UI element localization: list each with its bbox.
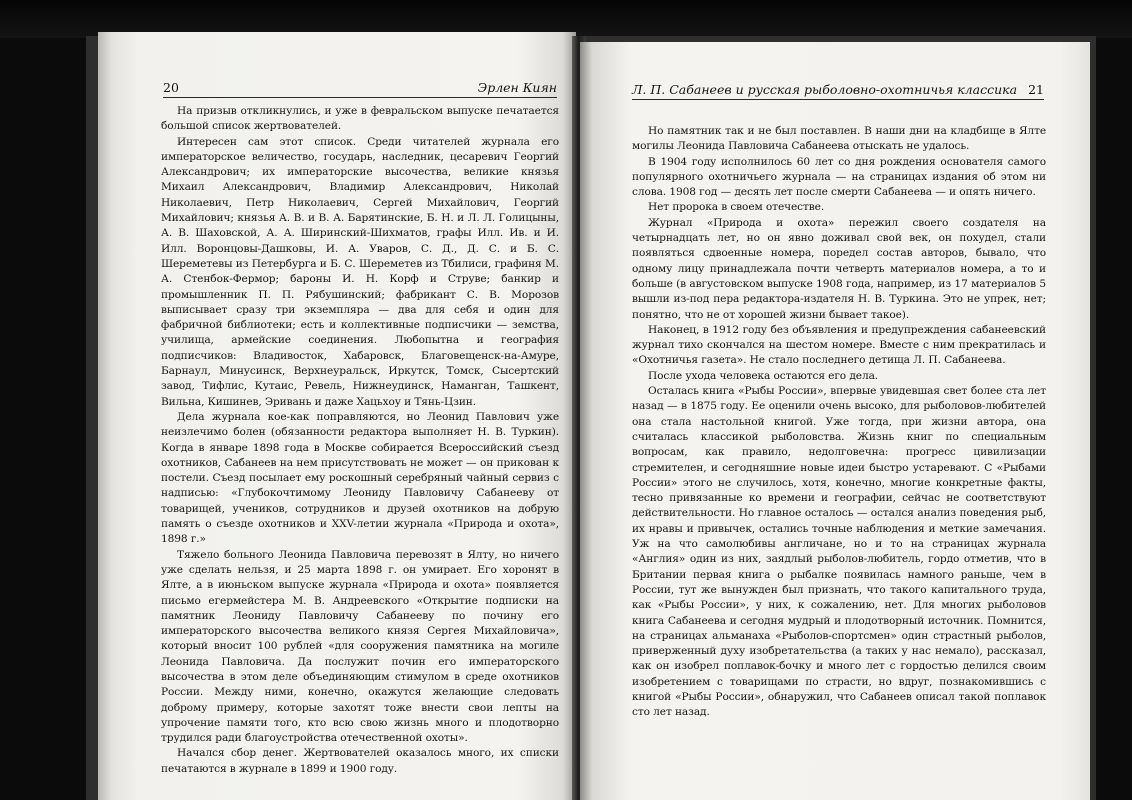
paragraph: После ухода человека остаются его дела. (648, 369, 879, 382)
paragraph: Нет пророка в своем отечестве. (648, 201, 825, 214)
paragraph: Тяжело больного Леонида Павловича перевозят в Ялту, но ничего уже сделать нельзя, и 25 марта 1898 г. он умирает. Его хоронят в Ялте, а в июньском выпуске журнала «Природа и охота» появляется письмо егермейстера М. В. Андреевского «Открытие подписки на памятник Леониду Павловичу Сабанееву по почину его императорского высочества великого князя Сергея Михайловича», который вносит 100 рублей «для сооружения памятника на могиле Леонида Павловича. Да послужит почин его императорского высочества в этом деле объединяющим стимулом в среде охотников России. Между ними, конечно, окажутся желающие следовать доброму примеру, которые захотят тоже внести свои лепты на упрочение памяти того, кто всю свою жизнь много и плодотворно трудился ради благоустройства отечественной охоты». (161, 548, 559, 745)
paragraph: Интересен сам этот список. Среди читателей журнала его императорское величество, государь, наследник, цесаревич Георгий Александрович; их императорские высочества, великие князья Михаил Александрович, Владимир Александрович, Николай Николаевич, Петр Николаевич, Сергей Михайлович, Георгий Михайлович; князья А. В. и В. А. Барятинские, Б. Н. и Л. Л. Голицыны, А. В. Шаховской, А. А. Ширинский-Шихматов, графы Илл. Ив. и И. Илл. Воронцовы-Дашковы, И. А. Уваров, С. Д., Д. С. и Б. С. Шереметевы из Петербурга и Б. С. Шереметев из Тбилиси, графиня М. А. Стенбок-Фермор; бароны И. Н. Корф и Струве; банкир и промышленник П. П. Рябушинский; фабрикант С. В. Морозов выписывает сразу три экземпляра — два для себя и один для фабричной библиотеки; есть и коллективные подписчики — земства, училища, армейские соединения. Любопытна и география подписчиков: Владивосток, Хабаровск, Благовещенск-на-Амуре, Барнаул, Минусинск, Верхнеуральск, Иркутск, Томск, Сысертский завод, Тифлис, Кутаис, Ревель, Нижнеудинск, Наманган, Ташкент, Вильна, Кишинев, Эривань и даже Хацьхоу и Тянь-Цзин. (161, 135, 559, 408)
paragraph: Осталась книга «Рыбы России», впервые увидевшая свет более ста лет назад — в 1875 году. Ее оценили очень высоко, для рыболовов-любителей она стала настольной книгой. Уже тогда, при жизни автора, она считалась классикой рыболовства. Жизнь книг по специальным вопросам, как правило, недолговечна: прогресс цивилизации стремителен, и сегодняшние новые идеи быстро устаревают. С «Рыбами России» этого не случилось, хотя, конечно, многие конкретные факты, тесно привязанные ко времени и географии, сейчас не соответствуют действительности. Но главное осталось — остался анализ поведения рыб, их нравы и привычек, остались точные наблюдения и меткие замечания. Уж на что самолюбивы англичане, но и то на страницах журнала «Англия» один из них, заядлый рыболов-любитель, гордо отметив, что в Британии первая книга о рыбалке появилась намного раньше, чем в России, тут же вынужден был признать, что такого капитального труда, как «Рыбы России», у них, к сожалению, нет. Для многих рыболовов книга Сабанеева и сегодня мудрый и плодотворный источник. Помнится, на страницах альманаха «Рыболов-спортсмен» один страстный рыболов, приверженный духу изобретательства (а таких у нас немало), рассказал, как он изобрел поплавок-бочку и много лет с гордостью делился своим изобретением с товарищами по страсти, но вдруг, познакомившись с книгой «Рыбы России», обнаружил, что Сабанеев описал такой поплавок сто лет назад. (632, 385, 1046, 719)
paragraph: Журнал «Природа и охота» пережил своего создателя на четырнадцать лет, но он явно доживал свой век, он похудел, стали появляться сдвоенные номера, поредел состав авторов, бывало, что одному лицу принадлежала почти четверть материалов номера, а то и больше (в августовском выпуске 1908 года, например, из 17 материалов 5 вышли из-под пера редактора-издателя Н. В. Туркина. Это не упрек, нет; понятно, что не от хорошей жизни бывает такое). (632, 216, 1046, 321)
right-page-header (632, 82, 1044, 100)
left-page-text (161, 104, 559, 777)
paragraph: В 1904 году исполнилось 60 лет со дня рождения основателя самого популярного охотничьего журнала — на страницах издания об этом ни слова. 1908 год — десять лет после смерти Сабанеева — и опять ничего. (632, 155, 1046, 199)
left-page-header (163, 80, 557, 98)
left-running-head: Эрлен Киян (477, 80, 557, 95)
paragraph: Наконец, в 1912 году без объявления и предупреждения сабанеевский журнал тихо скончался на шестом номере. Вместе с ним прекратилась и «Охотничья газета». Не стало последнего детища Л. П. Сабанеева. (632, 323, 1046, 367)
paragraph: Дела журнала кое-как поправляются, но Леонид Павлович уже неизлечимо болен (обязанности редактора выполняет Н. В. Туркин). Когда в январе 1898 года в Москве собирается Всероссийский съезд охотников, Сабанеев на нем присутствовать не может — он прикован к постели. Съезд посылает ему роскошный серебряный чайный сервиз с надписью: «Глубокочтимому Леониду Павловичу Сабанееву от товарищей, учеников, сотрудников и друзей охотников на добрую память о съезде охотников и XXV-летии журнала «Природа и охота», 1898 г.» (161, 410, 559, 546)
right-running-head: Л. П. Сабанеев и русская рыболовно-охотничья классика (632, 82, 1018, 97)
paragraph: Начался сбор денег. Жертвователей оказалось много, их списки печатаются в журнале в 1899 и 1900 году. (161, 747, 559, 775)
paragraph: На призыв откликнулись, и уже в февральском выпуске печатается большой список жертвователей. (161, 105, 559, 133)
right-page-number: 21 (1028, 82, 1044, 97)
right-page (580, 42, 1090, 800)
right-page-text (632, 124, 1046, 721)
left-page-number: 20 (163, 80, 179, 95)
left-page (98, 32, 576, 800)
paragraph: Но памятник так и не был поставлен. В наши дни на кладбище в Ялте могилы Леонида Павловича Сабанеева отыскать не удалось. (632, 125, 1046, 153)
